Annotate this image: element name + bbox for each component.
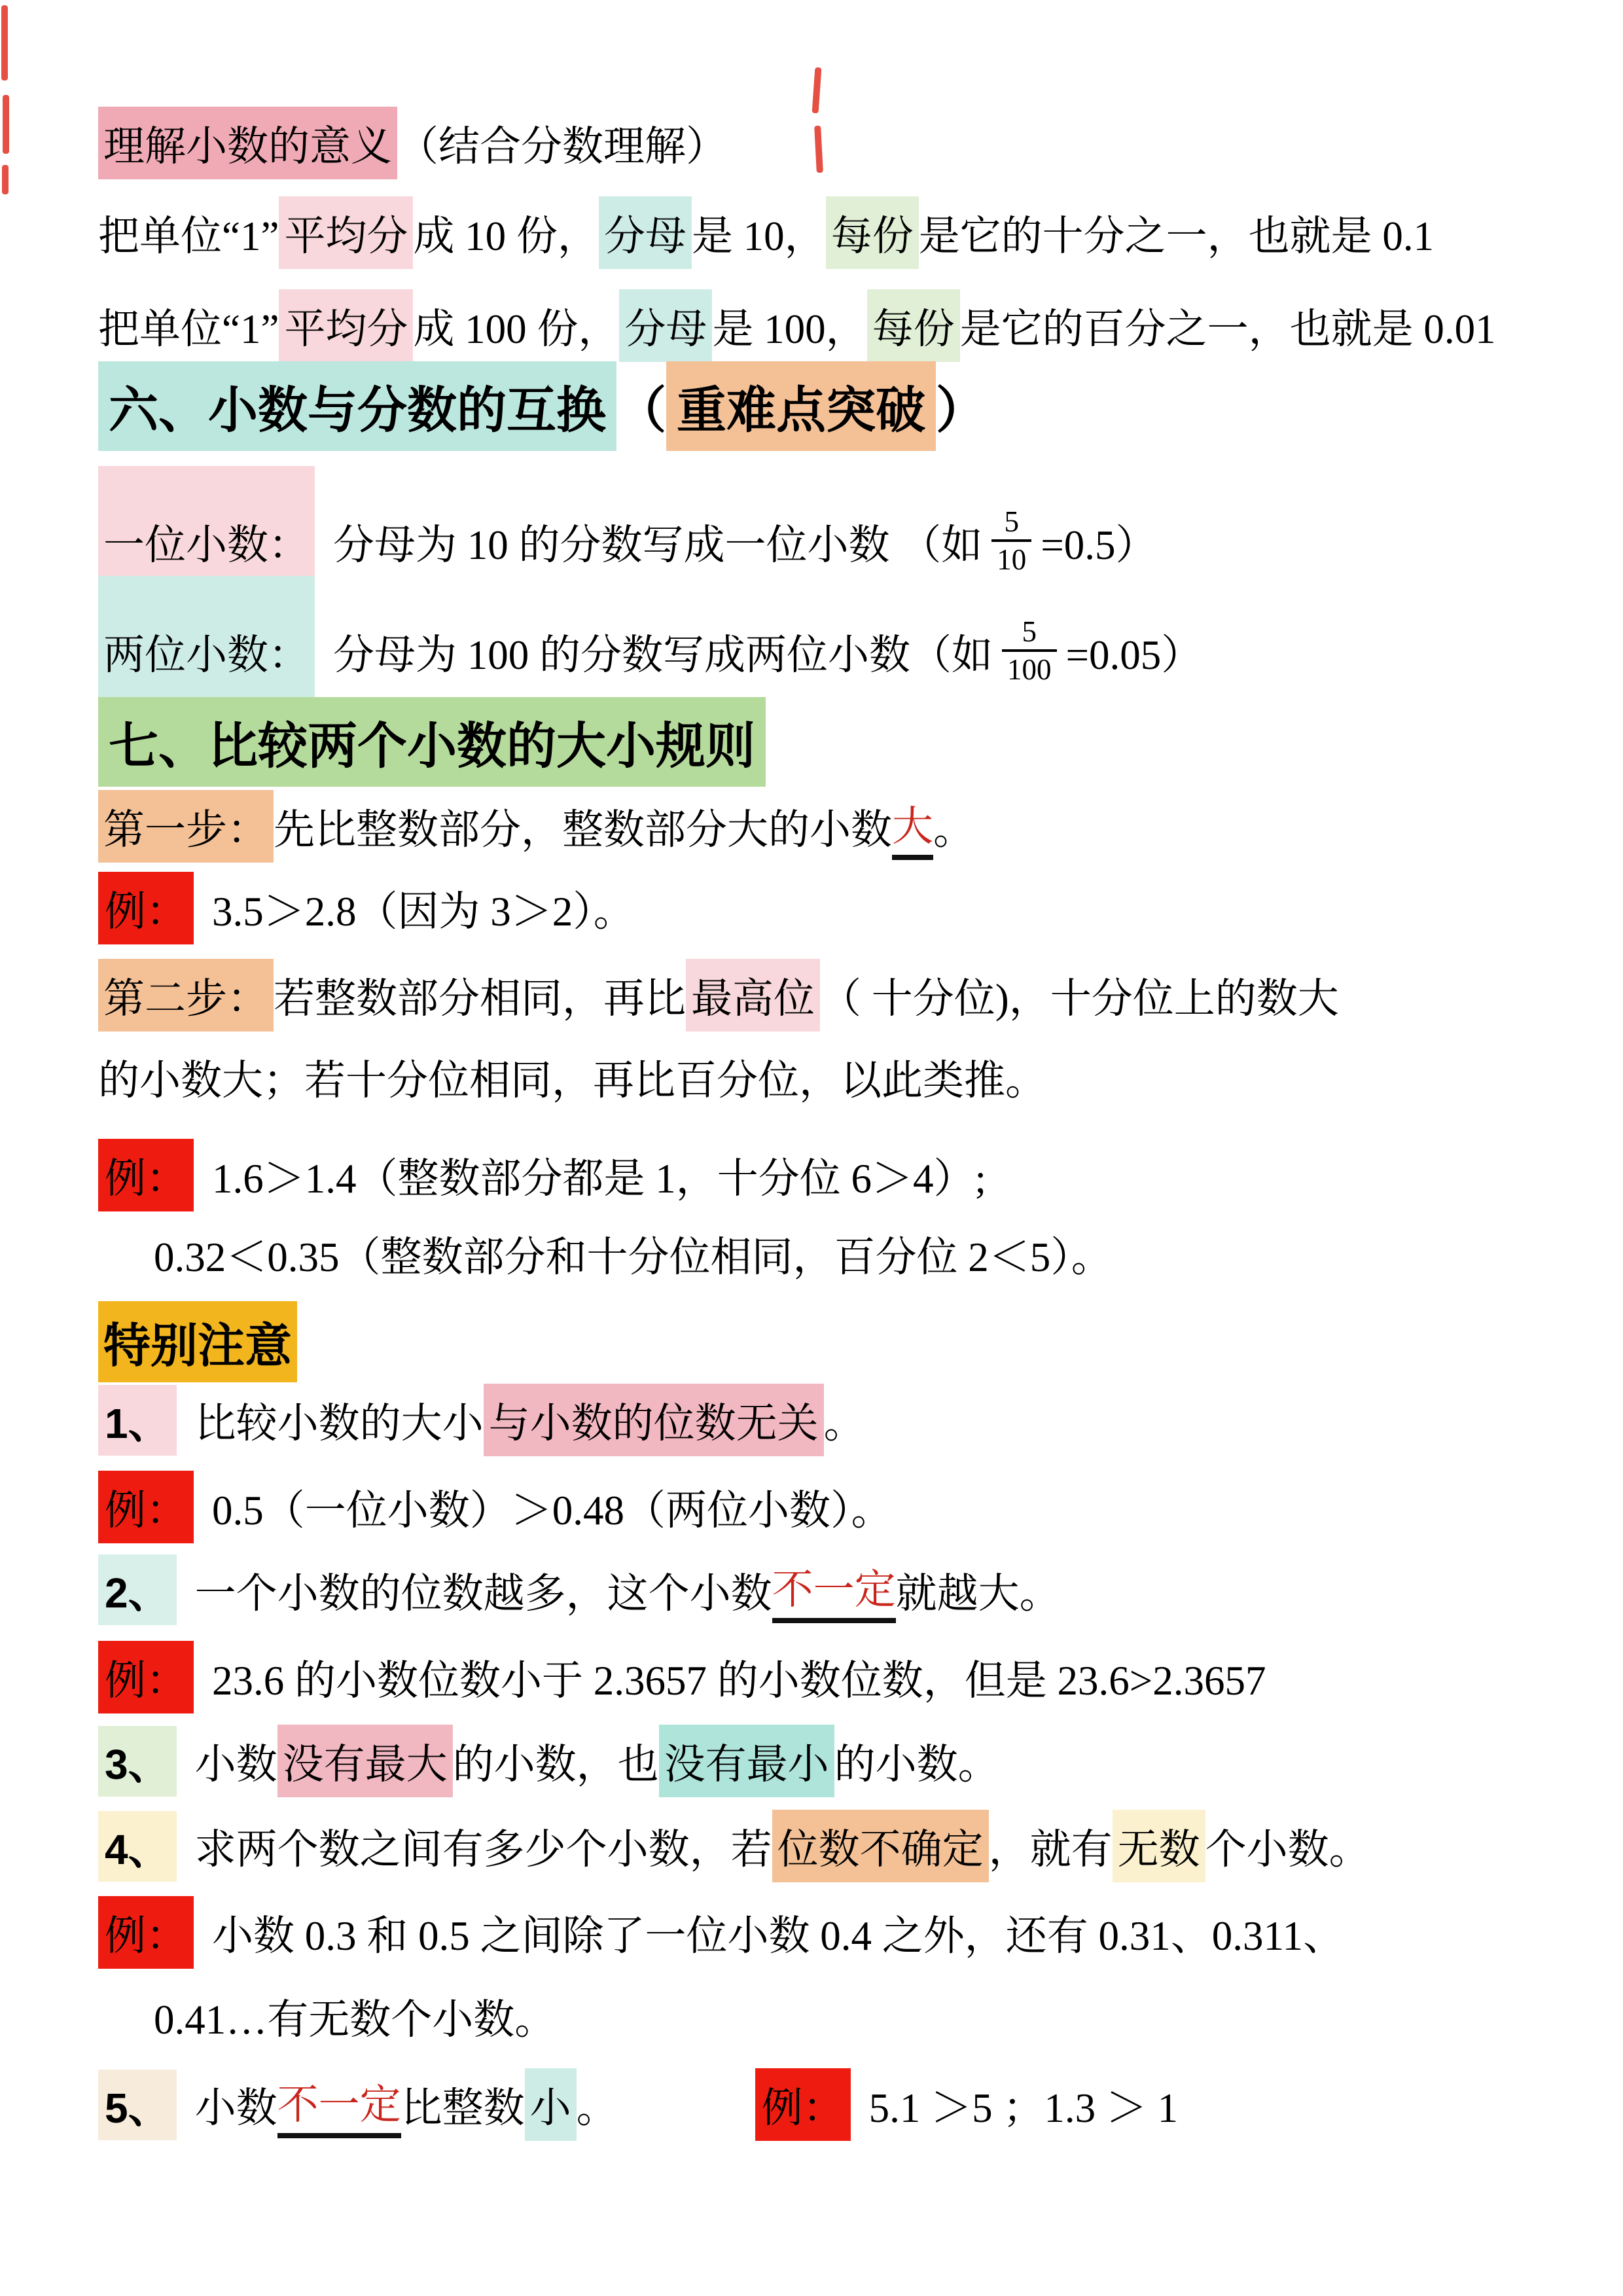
example-text: 1.6＞1.4（整数部分都是 1，十分位 6＞4）; xyxy=(212,1156,987,1202)
paren: （ xyxy=(616,384,666,439)
text-segment: 是 10， xyxy=(691,213,826,259)
text-segment: 。 xyxy=(823,1401,865,1446)
text-segment: 把单位“1” xyxy=(98,213,279,259)
text-segment: 成 100 份， xyxy=(413,306,620,352)
text-segment: 小数 xyxy=(194,1742,277,1787)
example-line xyxy=(98,1641,1266,1713)
item-number: 1、 xyxy=(98,1385,177,1456)
text-segment: 的小数，也 xyxy=(452,1742,659,1787)
highlight-fenmu: 分母 xyxy=(619,289,712,362)
red-scan-mark xyxy=(812,67,822,114)
text-segment: 是 100， xyxy=(712,306,867,352)
item-number: 3、 xyxy=(98,1726,177,1797)
fraction-5-10 xyxy=(991,505,1031,577)
text-segment: 若整数部分相同，再比 xyxy=(274,976,686,1022)
text-segment: 是它的百分之一，也就是 0.01 xyxy=(959,306,1496,352)
example-line xyxy=(98,1471,893,1543)
item-number: 4、 xyxy=(98,1811,177,1882)
fraction-denominator: 100 xyxy=(1002,649,1057,687)
text-segment: 。 xyxy=(933,807,974,853)
fraction-numerator: 5 xyxy=(1022,615,1037,649)
section6-heading-line xyxy=(98,361,986,451)
highlight-wushu: 无数 xyxy=(1113,1810,1205,1882)
label-two-digit-decimal: 两位小数： xyxy=(98,576,315,726)
example-badge: 例： xyxy=(98,1641,194,1713)
fraction-5-100 xyxy=(1002,615,1057,687)
label-step1: 第一步： xyxy=(98,790,274,863)
text-segment: 的小数。 xyxy=(834,1742,999,1787)
paren: ） xyxy=(936,384,986,439)
text-segment: 个小数。 xyxy=(1205,1827,1370,1873)
text-segment: 分母为 10 的分数写成一位小数 （如 xyxy=(333,522,983,568)
notes-heading: 特别注意 xyxy=(98,1301,297,1382)
label-one-digit-decimal: 一位小数： xyxy=(98,466,315,617)
red-scan-mark xyxy=(2,165,9,194)
text-segment: =0.5） xyxy=(1041,522,1157,568)
item-number: 2、 xyxy=(98,1554,177,1625)
step1-line xyxy=(98,790,974,863)
section6-note: 重难点突破 xyxy=(666,361,936,451)
note-item-4 xyxy=(98,1810,1370,1882)
red-scan-mark xyxy=(1,5,8,81)
highlight-xiao: 小 xyxy=(525,2068,577,2141)
fraction-numerator: 5 xyxy=(1004,505,1019,539)
highlight-pingjunfen: 平均分 xyxy=(279,289,413,362)
highlight-weishu-wuguan: 与小数的位数无关 xyxy=(484,1384,824,1456)
red-scan-mark xyxy=(814,126,823,173)
example-badge: 例： xyxy=(755,2068,851,2141)
example-text: 0.41…有无数个小数。 xyxy=(154,1997,556,2043)
highlight-zuigaowei: 最高位 xyxy=(686,959,820,1031)
text-segment: =0.05） xyxy=(1065,632,1203,678)
notes-heading-line xyxy=(98,1301,297,1382)
highlight-meifen: 每份 xyxy=(826,196,919,269)
text-segment: 一个小数的位数越多，这个小数 xyxy=(194,1570,772,1617)
example-text: 0.32＜0.35（整数部分和十分位相同，百分位 2＜5）。 xyxy=(154,1234,1113,1280)
text-segment: （ 十分位)，十分位上的数大 xyxy=(820,976,1339,1022)
highlight-meiyou-zuixiao: 没有最小 xyxy=(659,1725,834,1797)
red-scan-mark xyxy=(3,95,9,154)
example-badge: 例： xyxy=(98,1139,194,1211)
item-number: 5、 xyxy=(98,2070,177,2140)
section7-heading-line xyxy=(98,697,766,787)
emphasis-buyiding: 不一定 xyxy=(772,1556,896,1623)
step2-continuation xyxy=(98,1047,1046,1107)
highlight-weishu-buqueding: 位数不确定 xyxy=(772,1810,989,1882)
text-segment: 。 xyxy=(576,2085,618,2131)
fraction-denominator: 10 xyxy=(991,539,1031,577)
example-line xyxy=(98,1896,1344,1969)
section-title-line xyxy=(98,107,727,179)
example-text: 小数 0.3 和 0.5 之间除了一位小数 0.4 之外，还有 0.31、0.311、 xyxy=(212,1913,1345,1959)
example-line xyxy=(98,872,635,944)
label-step2: 第二步： xyxy=(98,959,274,1031)
example-continuation xyxy=(154,1986,556,2046)
note-item-3 xyxy=(98,1725,999,1797)
emphasis-buyiding: 不一定 xyxy=(277,2072,401,2138)
note-item-2 xyxy=(98,1554,1061,1625)
page-title: 理解小数的意义 xyxy=(98,107,397,179)
text-segment: 比较小数的大小 xyxy=(194,1401,484,1446)
text-segment: 的小数大；若十分位相同，再比百分位，以此类推。 xyxy=(98,1058,1046,1103)
text-segment: 成 10 份， xyxy=(413,213,599,259)
intro-line-2 xyxy=(98,289,1496,362)
example-text: 5.1 ＞5 ；1.3 ＞ 1 xyxy=(868,2085,1179,2131)
text-segment: ，就有 xyxy=(988,1827,1113,1873)
highlight-meifen: 每份 xyxy=(867,289,960,362)
example-badge: 例： xyxy=(98,1471,194,1543)
text-segment: 把单位“1” xyxy=(98,306,279,352)
example-text: 0.5（一位小数）＞0.48（两位小数）。 xyxy=(212,1488,893,1534)
highlight-pingjunfen: 平均分 xyxy=(279,196,413,269)
example-text: 3.5＞2.8（因为 3＞2）。 xyxy=(212,889,635,935)
text-segment: 比整数 xyxy=(401,2085,525,2131)
example-continuation xyxy=(154,1224,1113,1283)
highlight-fenmu: 分母 xyxy=(599,196,692,269)
example-badge: 例： xyxy=(98,872,194,944)
example-line xyxy=(98,1139,986,1211)
example-text: 23.6 的小数位数小于 2.3657 的小数位数，但是 23.6>2.3657 xyxy=(212,1658,1266,1704)
note-item-1 xyxy=(98,1384,865,1456)
emphasis-da: 大 xyxy=(892,793,933,860)
intro-line-1 xyxy=(98,196,1434,269)
text-segment: 分母为 100 的分数写成两位小数（如 xyxy=(333,632,993,678)
text-segment: 先比整数部分，整数部分大的小数 xyxy=(274,807,892,853)
step2-line xyxy=(98,959,1339,1031)
highlight-meiyou-zuida: 没有最大 xyxy=(277,1725,453,1797)
text-segment: 就越大。 xyxy=(895,1570,1061,1617)
text-segment: 小数 xyxy=(194,2085,277,2131)
section6-heading: 六、小数与分数的互换 xyxy=(98,361,616,451)
page-title-note: （结合分数理解） xyxy=(397,124,727,170)
section7-heading: 七、比较两个小数的大小规则 xyxy=(98,697,766,787)
example-badge: 例： xyxy=(98,1896,194,1969)
note-item-5 xyxy=(98,2068,1178,2141)
text-segment: 是它的十分之一，也就是 0.1 xyxy=(918,213,1435,259)
text-segment: 求两个数之间有多少个小数，若 xyxy=(194,1827,772,1873)
